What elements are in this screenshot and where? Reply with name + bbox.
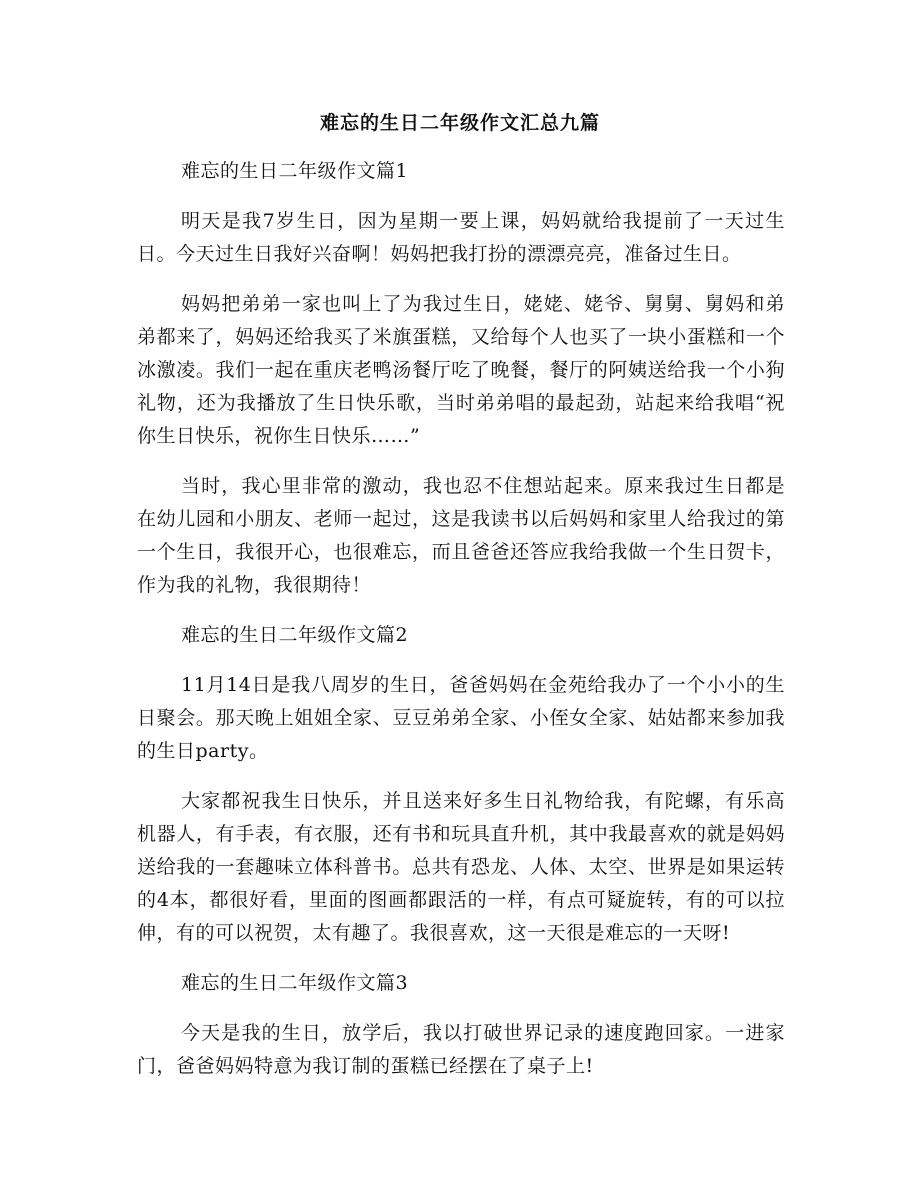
paragraph: 明天是我7岁生日，因为星期一要上课，妈妈就给我提前了一天过生日。今天过生日我好兴奋啊！妈妈把我打扮的漂漂亮亮，准备过生日。 [137, 210, 785, 265]
section-heading: 难忘的生日二年级作文篇2 [181, 624, 409, 646]
paragraph: 11月14日是我八周岁的生日，爸爸妈妈在金苑给我办了一个小小的生日聚会。那天晚上姐姐全家、豆豆弟弟全家、小侄女全家、姑姑都来参加我的生日party。 [137, 674, 785, 762]
paragraph: 今天是我的生日，放学后，我以打破世界记录的速度跑回家。一进家门，爸爸妈妈特意为我订制的蛋糕已经摆在了桌子上! [137, 1022, 785, 1077]
paragraph: 大家都祝我生日快乐，并且送来好多生日礼物给我，有陀螺，有乐高机器人，有手表，有衣服，还有书和玩具直升机，其中我最喜欢的就是妈妈送给我的一套趣味立体科普书。总共有恐龙、人体、太空、世界是如果运转的4本，都很好看，里面的图画都跟活的一样，有点可疑旋转，有的可以拉伸，有的可以祝贺，太有趣了。我很喜欢，这一天很是难忘的一天呀! [137, 790, 785, 944]
document-title: 难忘的生日二年级作文汇总九篇 [319, 112, 600, 134]
section-heading: 难忘的生日二年级作文篇3 [181, 972, 409, 994]
paragraph: 妈妈把弟弟一家也叫上了为我过生日，姥姥、姥爷、舅舅、舅妈和弟弟都来了，妈妈还给我买了米旗蛋糕，又给每个人也买了一块小蛋糕和一个冰激凌。我们一起在重庆老鸭汤餐厅吃了晚餐，餐厅的阿姨送给我一个小狗礼物，还为我播放了生日快乐歌，当时弟弟唱的最起劲，站起来给我唱“祝你生日快乐，祝你生日快乐……” [137, 293, 785, 447]
paragraph: 当时，我心里非常的激动，我也忍不住想站起来。原来我过生日都是在幼儿园和小朋友、老师一起过，这是我读书以后妈妈和家里人给我过的第一个生日，我很开心，也很难忘，而且爸爸还答应我给我做一个生日贺卡，作为我的礼物，我很期待！ [137, 475, 785, 596]
section-heading: 难忘的生日二年级作文篇1 [181, 160, 409, 182]
document-body [137, 155, 785, 1083]
